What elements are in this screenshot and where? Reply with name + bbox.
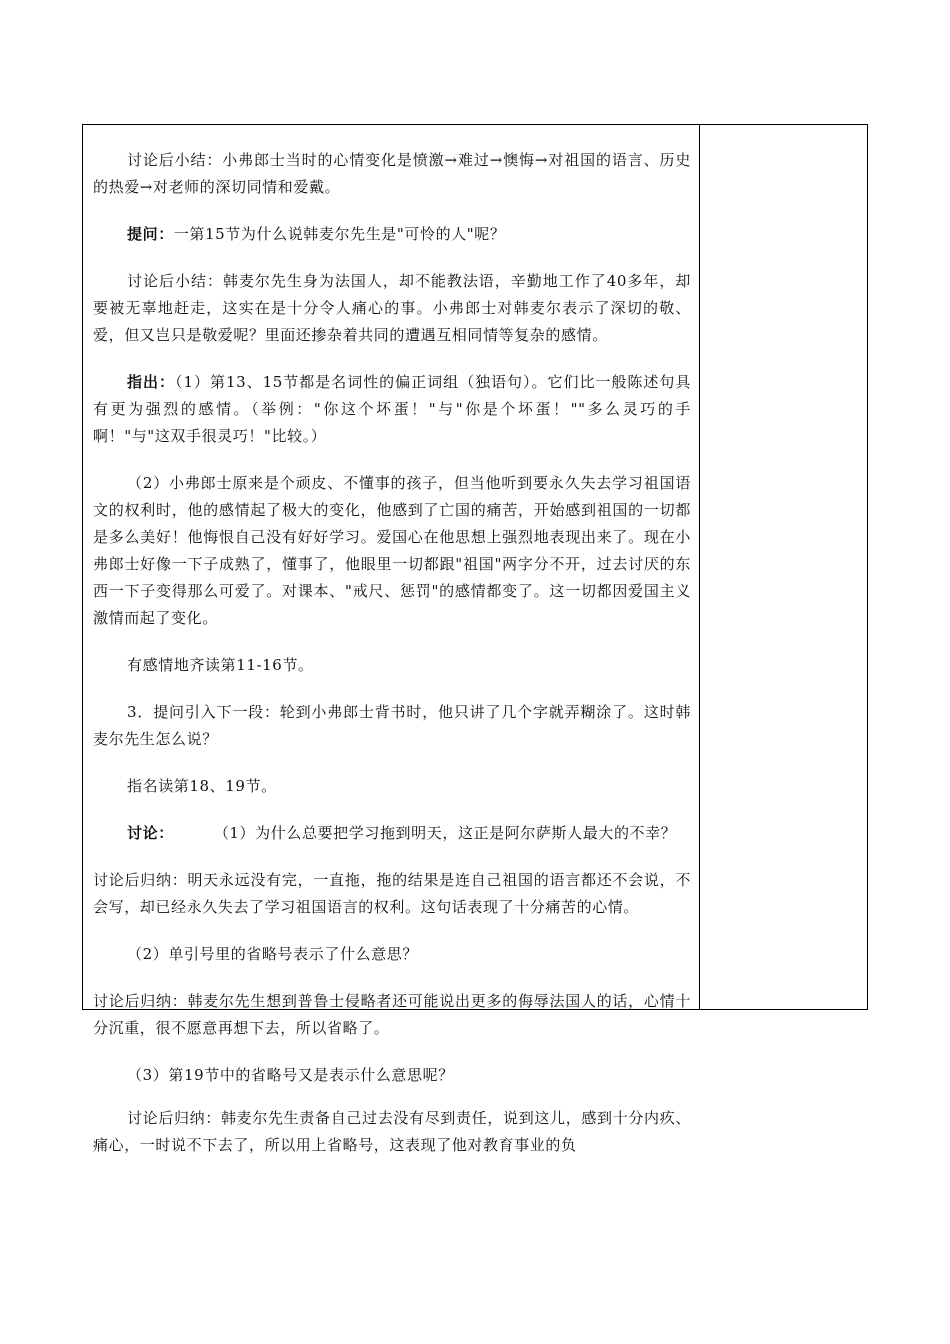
paragraph-text: 讨论后小结：小弗郎士当时的心情变化是愤激→难过→懊悔→对祖国的语言、历史的热爱→对老师的深切同情和爱戴。	[93, 151, 691, 196]
question-paragraph	[93, 699, 691, 753]
explanation-paragraph	[93, 470, 691, 632]
paragraph-text: 3．提问引入下一段：轮到小弗郎士背书时，他只讲了几个字就弄糊涂了。这时韩麦尔先生怎么说？	[93, 703, 691, 748]
paragraph-text: 讨论后归纳：韩麦尔先生想到普鲁士侵略者还可能说出更多的侮辱法国人的话，心情十分沉重，很不愿意再想下去，所以省略了。	[93, 992, 691, 1037]
notes-column-cell	[700, 125, 867, 1009]
discussion-label: 讨论：	[127, 824, 174, 842]
summary-paragraph	[93, 147, 691, 201]
reading-instruction	[93, 773, 691, 800]
question-paragraph	[93, 941, 691, 968]
paragraph-text: 有感情地齐读第11-16节。	[127, 656, 314, 674]
conclusion-paragraph	[93, 1105, 691, 1159]
paragraph-text: 指名读第18、19节。	[127, 777, 277, 795]
point-label: 指出：	[127, 373, 175, 391]
question-paragraph	[93, 1062, 691, 1089]
lesson-content-cell	[83, 125, 700, 1154]
paragraph-text: （3）第19节中的省略号又是表示什么意思呢？	[127, 1066, 454, 1084]
lesson-table	[82, 124, 868, 1154]
point-paragraph	[93, 369, 691, 450]
paragraph-text: 讨论后小结：韩麦尔先生身为法国人，却不能教法语，辛勤地工作了40多年，却要被无辜地赶走，这实在是十分令人痛心的事。小弗郎士对韩麦尔表示了深切的敬、爱，但又岂只是敬爱呢？里面还掺杂着共同的遭遇互相同情等复杂的感情。	[93, 272, 691, 344]
paragraph-text: （1）为什么总要把学习拖到明天，这正是阿尔萨斯人最大的不幸？	[213, 824, 677, 842]
discussion-paragraph	[93, 820, 691, 847]
conclusion-paragraph	[93, 988, 691, 1042]
paragraph-text: （1）第13、15节都是名词性的偏正词组（独语句）。它们比一般陈述句具有更为强烈的感情。（举例："你这个坏蛋！"与"你是个坏蛋！""多么灵巧的手啊！"与"这双手很灵巧！"比较。）	[93, 373, 691, 445]
paragraph-text: 讨论后归纳：韩麦尔先生责备自己过去没有尽到责任，说到这儿，感到十分内疚、痛心，一时说不下去了，所以用上省略号，这表现了他对教育事业的负	[93, 1109, 691, 1154]
paragraph-text: （2）单引号里的省略号表示了什么意思？	[127, 945, 418, 963]
paragraph-text: 讨论后归纳：明天永远没有完，一直拖，拖的结果是连自己祖国的语言都还不会说，不会写，却已经永久失去了学习祖国语言的权利。这句话表现了十分痛苦的心情。	[93, 871, 691, 916]
summary-paragraph	[93, 268, 691, 349]
paragraph-text: 一第15节为什么说韩麦尔先生是"可怜的人"呢？	[173, 225, 506, 243]
question-paragraph	[93, 221, 691, 248]
paragraph-text: （2）小弗郎士原来是个顽皮、不懂事的孩子，但当他听到要永久失去学习祖国语文的权利时，他的感情起了极大的变化，他感到了亡国的痛苦，开始感到祖国的一切都是多么美好！他悔恨自己没有好好学习。爱国心在他思想上强烈地表现出来了。现在小弗郎士好像一下子成熟了，懂事了，他眼里一切都跟"祖国"两字分不开，过去讨厌的东西一下子变得那么可爱了。对课本、"戒尺、惩罚"的感情都变了。这一切都因爱国主义激情而起了变化。	[93, 474, 691, 627]
question-label: 提问：	[127, 225, 174, 243]
reading-instruction	[93, 652, 691, 679]
conclusion-paragraph	[93, 867, 691, 921]
